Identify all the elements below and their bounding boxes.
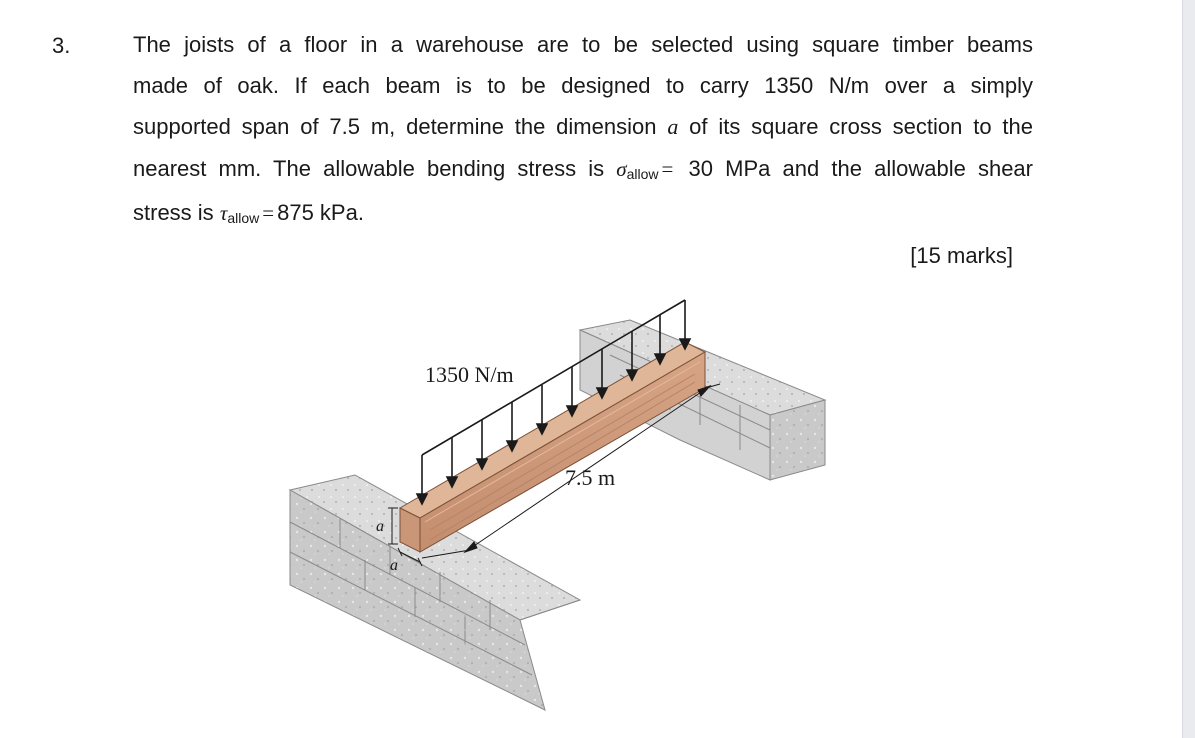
- load-arrow: [417, 455, 427, 504]
- line5-text-post: 875 kPa.: [277, 200, 364, 225]
- line4-text-pre: nearest mm. The allowable bending stress is: [133, 156, 605, 181]
- equals-sign-1: =: [661, 157, 674, 181]
- question-number: 3.: [52, 33, 71, 58]
- variable-a: a: [667, 114, 679, 139]
- line4-text-post: 30 MPa and the allowable shear: [688, 156, 1033, 181]
- load-label: 1350 N/m: [425, 362, 514, 387]
- page-edge: [1182, 0, 1195, 738]
- load-arrow: [680, 300, 690, 349]
- tau-subscript: allow: [227, 210, 260, 226]
- tau-symbol: τ: [219, 201, 228, 225]
- dimension-a-vertical: a: [376, 518, 384, 535]
- load-arrow: [507, 402, 517, 451]
- load-arrow: [567, 367, 577, 416]
- question-line-1: The joists of a floor in a warehouse are to be selected using square timber beams: [133, 32, 1033, 57]
- load-arrow: [447, 438, 457, 487]
- span-label: 7.5 m: [565, 465, 616, 490]
- sigma-symbol: σ: [616, 157, 627, 181]
- line5-text-pre: stress is: [133, 200, 214, 225]
- marks-label: [15 marks]: [910, 243, 1013, 268]
- question-line-5: [133, 197, 1033, 234]
- question-line-4: [133, 153, 1033, 190]
- beam-figure: [280, 290, 840, 720]
- equals-sign-2: =: [262, 201, 275, 225]
- sigma-subscript: allow: [626, 166, 659, 182]
- question-line-2: made of oak. If each beam is to be designed to carry 1350 N/m over a simply: [133, 73, 1033, 98]
- load-arrow: [537, 385, 547, 434]
- load-arrow: [477, 420, 487, 469]
- line3-text-pre: supported span of 7.5 m, determine the dimension: [133, 114, 657, 139]
- dimension-a-horizontal: a: [390, 557, 398, 574]
- question-line-3: [133, 111, 1033, 143]
- sigma-allow: [616, 156, 676, 181]
- line3-text-post: of its square cross section to the: [689, 114, 1033, 139]
